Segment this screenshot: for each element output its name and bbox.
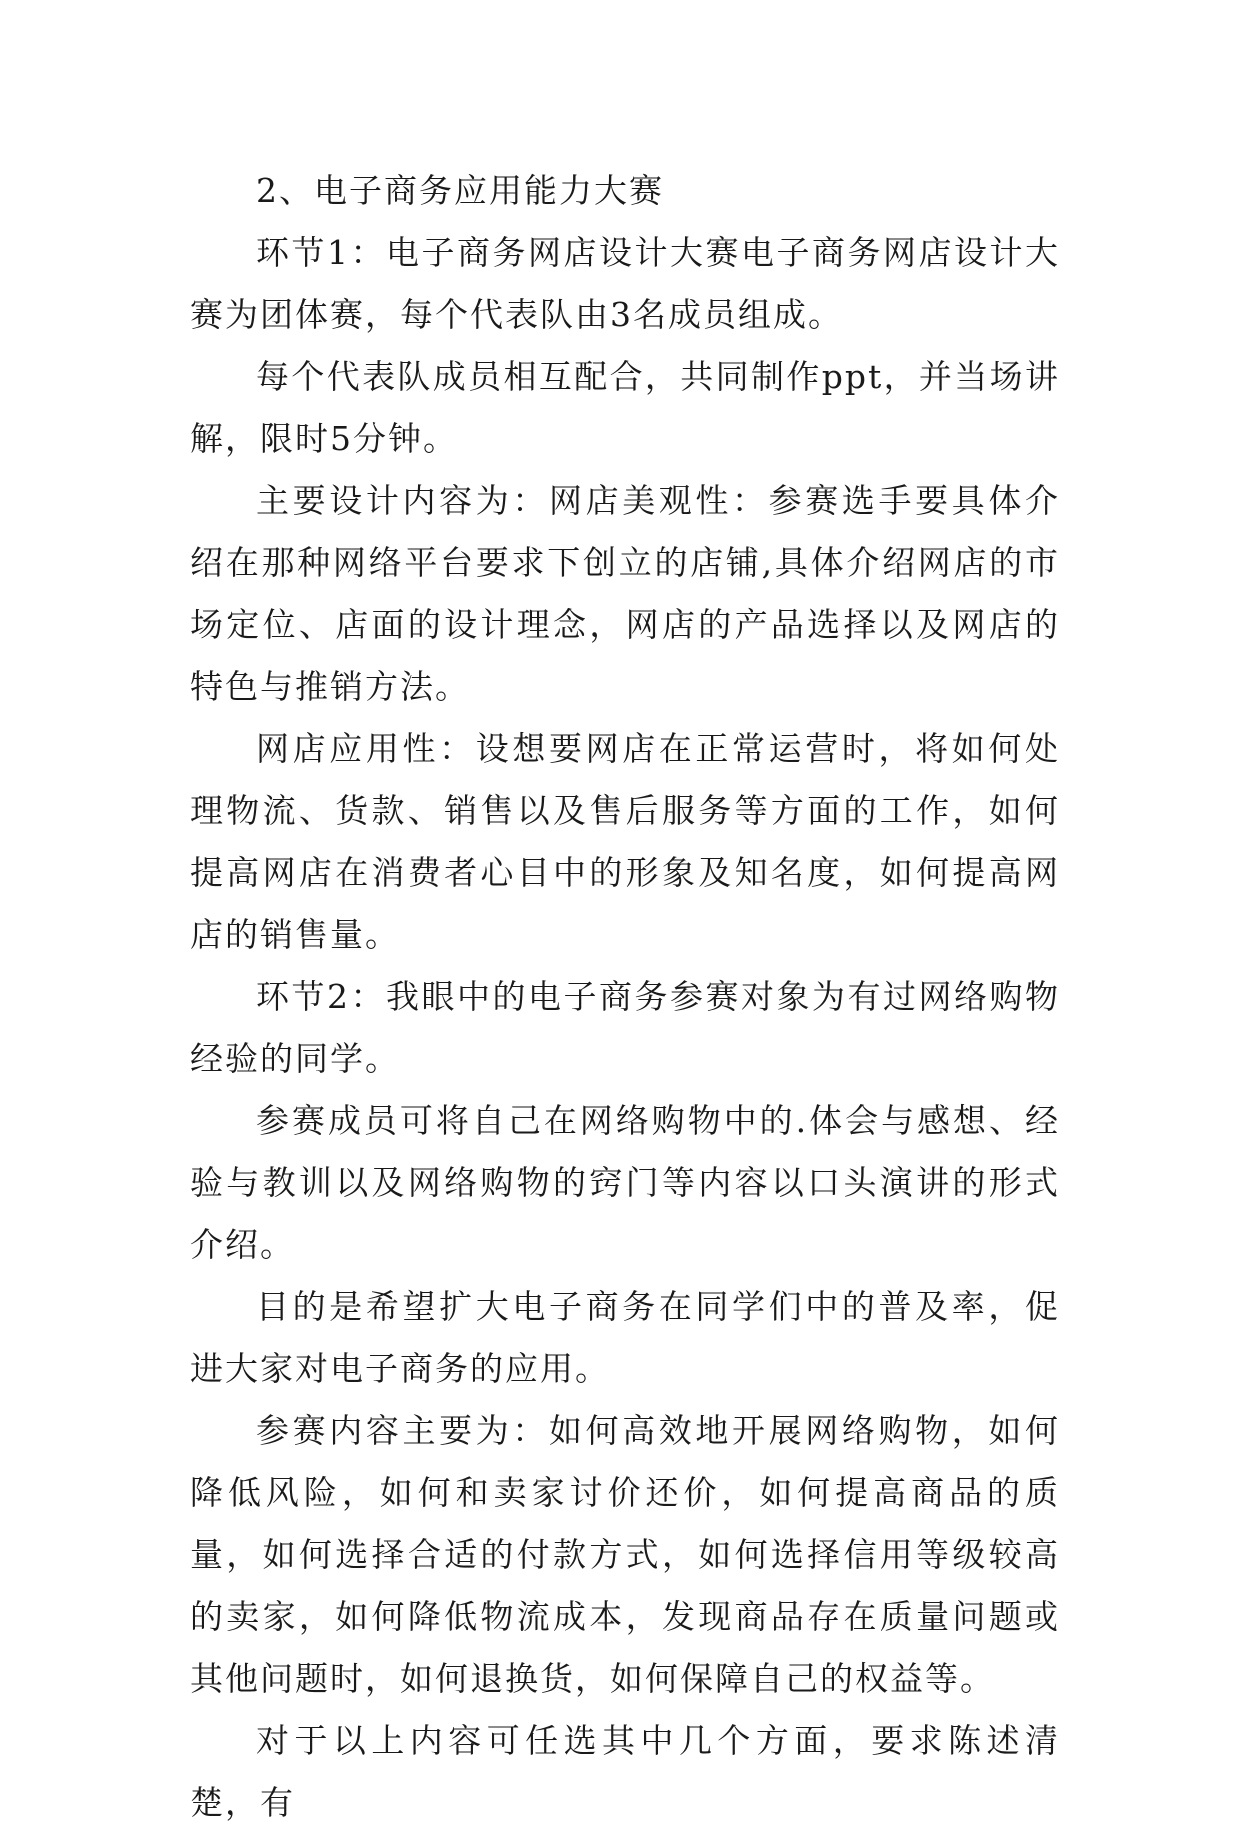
paragraph: 参赛成员可将自己在网络购物中的.体会与感想、经验与教训以及网络购物的窍门等内容以口头演讲的形式介绍。 <box>190 1101 1060 1264</box>
paragraph: 目的是希望扩大电子商务在同学们中的普及率，促进大家对电子商务的应用。 <box>190 1287 1060 1388</box>
paragraph: 对于以上内容可任选其中几个方面，要求陈述清楚，有 <box>190 1721 1060 1822</box>
paragraph: 参赛内容主要为：如何高效地开展网络购物，如何降低风险，如何和卖家讨价还价，如何提高商品的质量，如何选择合适的付款方式，如何选择信用等级较高的卖家，如何降低物流成本，发现商品存在质量问题或其他问题时，如何退换货，如何保障自己的权益等。 <box>190 1411 1060 1698</box>
document-body <box>190 160 1060 1834</box>
paragraph: 网店应用性：设想要网店在正常运营时，将如何处理物流、货款、销售以及售后服务等方面的工作，如何提高网店在消费者心目中的形象及知名度，如何提高网店的销售量。 <box>190 729 1060 954</box>
section-heading: 2、电子商务应用能力大赛 <box>256 171 664 210</box>
paragraph: 每个代表队成员相互配合，共同制作ppt，并当场讲解，限时5分钟。 <box>190 357 1060 458</box>
paragraph: 主要设计内容为：网店美观性：参赛选手要具体介绍在那种网络平台要求下创立的店铺,具体介绍网店的市场定位、店面的设计理念，网店的产品选择以及网店的特色与推销方法。 <box>190 481 1060 706</box>
paragraph: 环节1：电子商务网店设计大赛电子商务网店设计大赛为团体赛，每个代表队由3名成员组成。 <box>190 233 1060 334</box>
paragraph: 环节2：我眼中的电子商务参赛对象为有过网络购物经验的同学。 <box>190 977 1060 1078</box>
